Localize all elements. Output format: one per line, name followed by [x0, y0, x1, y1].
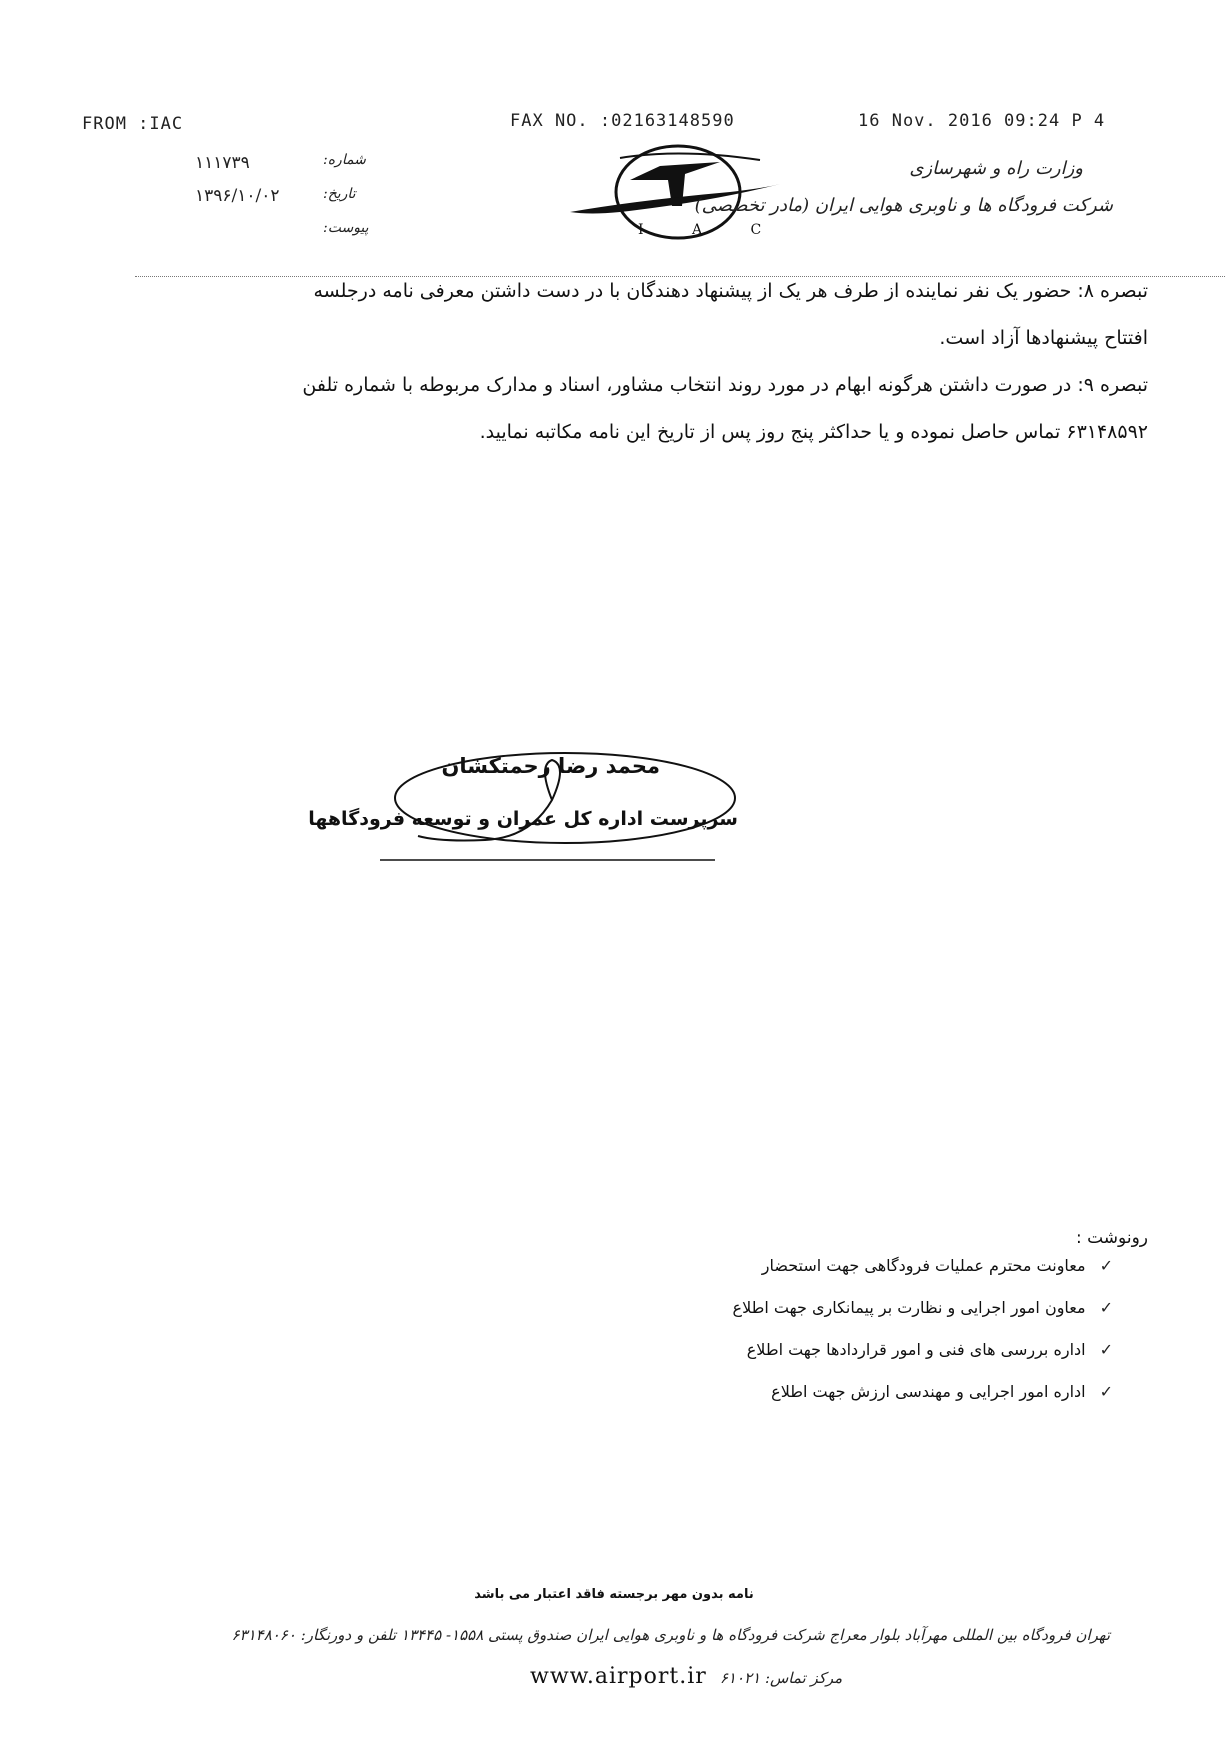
stamp-notice: نامه بدون مهر برجسته فاقد اعتبار می باشد: [474, 1587, 754, 1602]
footer-notice-wrap: [0, 1583, 1228, 1602]
company-name: شرکت فرودگاه ها و ناوبری هوایی ایران (مادر تخصصی): [694, 195, 1113, 216]
footer-contact: [530, 1664, 842, 1689]
ministry-name: وزارت راه و شهرسازی: [909, 158, 1083, 179]
check-mark-icon: ✓: [1099, 1340, 1113, 1359]
website-link[interactable]: www.airport.ir: [530, 1664, 707, 1689]
check-mark-icon: ✓: [1099, 1256, 1113, 1275]
footer-address: تهران فرودگاه بین المللی مهرآباد بلوار معراج شرکت فرودگاه ها و ناوبری هوایی ایران صندوق پستی ۱۵۵۸- ۱۳۴۴۵ تلفن و دورنگار: ۶۳۱۴۸۰۶۰: [231, 1626, 1110, 1644]
note-9-line-2: ۶۳۱۴۸۵۹۲ تماس حاصل نموده و یا حداکثر پنج روز پس از تاریخ این نامه مکاتبه نمایید.: [479, 421, 1148, 443]
cc-heading: رونوشت :: [1075, 1228, 1148, 1248]
cc-list: [413, 1256, 1113, 1424]
cc-item: ✓اداره امور اجرایی و مهندسی ارزش جهت اطلاع: [771, 1382, 1113, 1401]
note-8-line-2: افتتاح پیشنهادها آزاد است.: [939, 327, 1148, 349]
fax-number: FAX NO. :02163148590: [510, 111, 735, 131]
note-8-line-1: تبصره ۸: حضور یک نفر نماینده از طرف هر یک از پیشنهاد دهندگان با در دست داشتن معرفی نامه درجلسه: [313, 280, 1148, 302]
letter-number-value: ۱۱۱۷۳۹: [195, 153, 250, 173]
check-mark-icon: ✓: [1099, 1382, 1113, 1401]
cc-item: ✓اداره بررسی های فنی و امور قراردادها جهت اطلاع: [746, 1340, 1113, 1359]
letter-date-label: تاریخ:: [323, 186, 356, 202]
call-center: مرکز تماس: ۶۱۰۲۱: [719, 1669, 843, 1687]
fax-datetime-page: 16 Nov. 2016 09:24 P 4: [858, 111, 1106, 131]
letter-meta: [195, 150, 395, 245]
signatory-name: محمد رضا زحمتکشان: [441, 754, 660, 778]
cc-item: ✓معاونت محترم عملیات فرودگاهی جهت استحضار: [761, 1256, 1113, 1275]
cc-item: ✓معاون امور اجرایی و نظارت بر پیمانکاری جهت اطلاع: [732, 1298, 1113, 1317]
letter-attachment-label: پیوست:: [323, 220, 369, 236]
letter-date-value: ۱۳۹۶/۱۰/۰۲: [195, 186, 280, 206]
logo-letters: I A C: [638, 222, 784, 238]
letter-number-label: شماره:: [323, 152, 366, 168]
header-divider: [135, 276, 1225, 277]
fax-from: FROM :IAC: [82, 114, 184, 134]
note-9-line-1: تبصره ۹: در صورت داشتن هرگونه ابهام در مورد روند انتخاب مشاور، اسناد و مدارک مربوطه با شماره تلفن: [302, 374, 1148, 396]
signatory-title: سرپرست اداره کل عمران و توسعه فرودگاهها: [308, 808, 738, 830]
check-mark-icon: ✓: [1099, 1298, 1113, 1317]
signature-block: [308, 740, 750, 875]
